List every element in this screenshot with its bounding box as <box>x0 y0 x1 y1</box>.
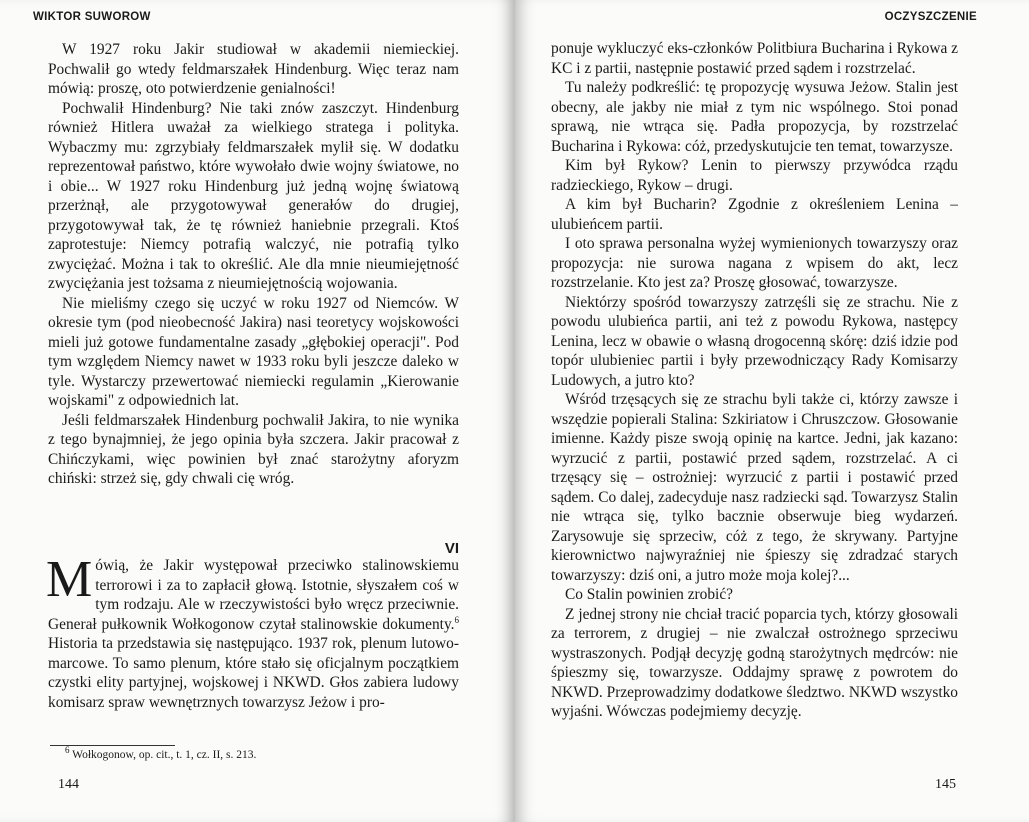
paragraph: Jeśli feldmarszałek Hindenburg pochwalił Jakira, to nie wynika z tego bynajmniej, że jego opinia była szczera. Jakir pracował z Chińczykami, więc powinien był znać starożytny aforyzm chiński: strzeż się, gdy chwali cię wróg. <box>48 411 459 487</box>
paragraph: Z jednej strony nie chciał tracić poparcia tych, którzy głosowali za terrorem, z drugiej – nie zwalczał ostrożnego sprzeciwu wystraszonych. Podjął decyzję godną starożytnych mędrców: nie śpieszmy się, towarzysze. Oddajmy sprawę z powrotem do NKWD. Przeprowadzimy dodatkowe śledztwo. NKWD wszystko wyjaśni. Wówczas podejmiemy decyzję. <box>551 605 958 720</box>
footnote-reference: 6 <box>454 614 459 625</box>
chapter-opening-paragraph <box>48 545 459 712</box>
page-number-left: 144 <box>58 777 79 792</box>
footnote-text: Wołkogonow, op. cit., t. 1, cz. II, s. 213. <box>69 749 257 761</box>
chapter-section <box>46 540 459 712</box>
paragraph: Co Stalin powinien zrobić? <box>565 586 733 603</box>
paragraph: I oto sprawa personalna wyżej wymienionych towarzyszy oraz propozycja: nie surowa nagana z wpisem do akt, lecz rozstrzelanie. Kto jest za? Proszę głosować, towarzysze. <box>551 235 958 291</box>
paragraph-continuation: ponuje wykluczyć eks-członków Politbiura Bucharina i Rykowa z KC i z partii, następnie postawić przed sądem i rozstrzelać. <box>551 40 958 77</box>
paragraph: A kim był Bucharin? Zgodnie z określeniem Lenina – ulubieńcem partii. <box>551 196 958 233</box>
running-head-chapter: OCZYSZCZENIE <box>884 11 977 23</box>
paragraph: Nie mieliśmy czego się uczyć w roku 1927 od Niemców. W okresie tym (pod nieobecność Jakira) nasi teoretycy wojskowości mieli już gotowe fundamentalne zasady „głębokiej operacji". Pod tym względem Niemcy nawet w 1933 roku byli jeszcze daleko w tyle. Wystarczy przewertować niemiecki regulamin „Kierowanie wojskami" z odpowiednich lat. <box>48 294 459 409</box>
left-body-text <box>48 40 459 489</box>
page-number-right: 145 <box>935 777 956 792</box>
chapter-number: VI <box>444 540 459 557</box>
footnote <box>65 745 257 761</box>
right-body-text <box>551 39 958 722</box>
paragraph: Kim był Rykow? Lenin to pierwszy przywódca rządu radzieckiego, Rykow – drugi. <box>551 157 958 194</box>
chapter-text-part-b: Historia ta przedstawia się następująco. 1937 rok, plenum lutowo-marcowe. To samo plenum, które stało się oficjalnym początkiem czystki elity partyjnej, wojskowej i NKWD. Głos zabiera ludowy komisarz spraw wewnętrznych towarzysz Jeżow i pro- <box>48 635 459 711</box>
paragraph: Niektórzy spośród towarzyszy zatrzęśli się ze strachu. Nie z powodu ulubieńca partii, ani też z powodu Rykowa, następcy Lenina, lecz w obawie o własną drogocenną skórę: dziś idzie pod topór ulubieniec partii i były przewodniczący Rady Komisarzy Ludowych, a jutro kto? <box>551 293 958 389</box>
right-page <box>515 0 1029 822</box>
drop-cap: M <box>46 551 93 608</box>
chapter-text-part-a: ówią, że Jakir występował przeciwko stalinowskiemu terrorowi i za to zapłacił głową. Istotnie, słyszałem coś w tym rodzaju. Ale w rzeczywistości było wręcz przeciwnie. Generał pułkownik Wołkogonow czytał stalinowskie dokumenty. <box>48 557 459 633</box>
running-head-author: WIKTOR SUWOROW <box>33 11 151 23</box>
paragraph: Tu należy podkreślić: tę propozycję wysuwa Jeżow. Stalin jest obecny, ale jakby nie miał z tym nic wspólnego. Stoi ponad sprawą, nie wtrąca się. Padła propozycja, by rozstrzelać Bucharina i Rykowa: cóż, przedyskutujcie ten temat, towarzysze. <box>551 79 958 155</box>
footnote-mark: 6 <box>65 745 70 756</box>
paragraph: Wśród trzęsących się ze strachu byli także ci, którzy zawsze i wszędzie popierali Stalina: Szkiriatow i Chruszczow. Głosowanie imienne. Każdy pisze swoją opinię na kartce. Jedni, jak kazano: wyrzucić z partii, postawić przed sądem, rozstrzelać. A ci trzęsący się – ostrożniej: wyrzucić z partii i postawić przed sądem. Co dalej, zadecyduje nasz radziecki sąd. Towarzysz Stalin nie wtrąca się, tylko bacznie obserwuje bieg wydarzeń. Zarysowuje się sprzeciw, cóż z tego, że skrywany. Partyjne kierownictwo najwyraźniej nie śpieszy się zdradzać starych towarzyszy: dziś oni, a jutro może moja kolej?... <box>551 391 958 584</box>
paragraph: Pochwalił Hindenburg? Nie taki znów zaszczyt. Hindenburg również Hitlera uważał za wielkiego stratega i polityka. Wybaczmy mu: zgrzybiały feldmarszałek mylił się. W dodatku reprezentował państwo, które wywołało dwie wojny światowe, no i obie... W 1927 roku Hindenburg już jedną wojnę światową przerżnął, ale przygotowywał generałów do drugiej, przygotowywał tak, że tę również haniebnie przegrali. Ktoś zaprotestuje: Niemcy potrafią walczyć, nie potrafią tylko zwyciężać. Można i tak to określić. Ale dla mnie nieumiejętność zwyciężania jest tożsama z nieumiejętnością wojowania. <box>48 99 459 292</box>
paragraph: W 1927 roku Jakir studiował w akademii niemieckiej. Pochwalił go wtedy feldmarszałek Hindenburg. Więc teraz nam mówią: proszę, oto potwierdzenie genialności! <box>48 41 459 97</box>
